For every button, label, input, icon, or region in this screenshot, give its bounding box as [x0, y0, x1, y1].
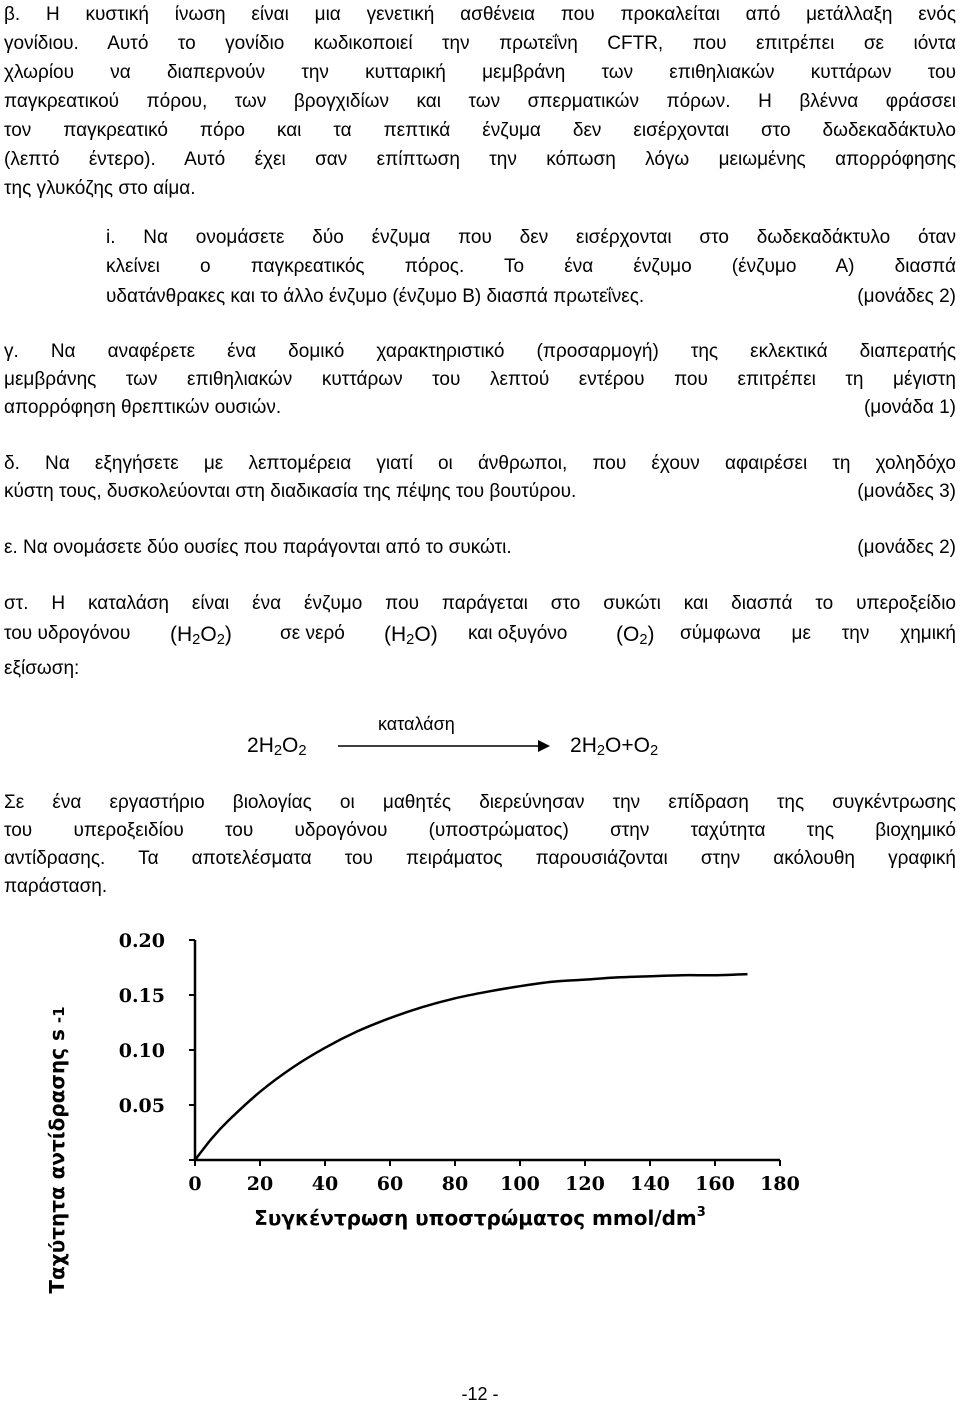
chart-x-tick-label: 140 — [630, 1173, 670, 1195]
chart-y-tick-label: 0.15 — [118, 985, 165, 1007]
question-d-text: κύστη τους, δυσκολεύονται στη διαδικασία της πέψης του βουτύρου. — [4, 481, 577, 502]
para-b-line-3: χλωρίου να διαπερνούν την κυτταρική μεμβράνη των επιθηλιακών κυττάρων του — [4, 62, 956, 83]
question-st-text-d: σύμφωνα με την χημική — [680, 623, 956, 644]
chart-axes — [195, 940, 780, 1160]
formula-h2o: $(H_2O)$ — [384, 623, 438, 648]
question-i-line-1: i. Να ονομάσετε δύο ένζυμα που δεν εισέρχονται στο δωδεκαδάκτυλο όταν — [106, 227, 956, 248]
chart-x-tick-label: 60 — [376, 1173, 404, 1195]
chart-x-tick-label: 80 — [441, 1173, 469, 1195]
reaction-arrow — [338, 738, 550, 754]
question-st-line-3: εξίσωση: — [4, 658, 80, 679]
chart-x-tick-label: 40 — [311, 1173, 339, 1195]
para-b-line-6: (λεπτό έντερο). Αυτό έχει σαν επίπτωση την κόπωση λόγω μειωμένης απορρόφησης — [4, 149, 956, 170]
question-st-line-1: στ. Η καταλάση είναι ένα ένζυμο που παράγεται στο συκώτι και διασπά το υπεροξείδιο — [4, 593, 956, 614]
question-e-text: ε. Να ονομάσετε δύο ουσίες που παράγονται από το συκώτι. — [4, 537, 512, 558]
question-g-text: απορρόφηση θρεπτικών ουσιών. — [4, 397, 282, 418]
chart-x-tick-label: 20 — [246, 1173, 274, 1195]
para-b-line-5: τον παγκρεατικό πόρο και τα πεπτικά ένζυμα δεν εισέρχονται στο δωδεκαδάκτυλο — [4, 120, 956, 141]
question-st-text-c: και οξυγόνο — [468, 623, 568, 644]
question-i-line-3 — [106, 284, 956, 310]
question-st-text-a: του υδρογόνου — [4, 623, 131, 644]
question-g-line-2: μεμβράνης των επιθηλιακών κυττάρων του λεπτού εντέρου που επιτρέπει τη μέγιστη — [4, 369, 956, 390]
question-i-text: υδατάνθρακες και το άλλο ένζυμο (ένζυμο Β) διασπά πρωτεΐνες. — [106, 286, 645, 307]
question-g-line-1: γ. Να αναφέρετε ένα δομικό χαρακτηριστικό (προσαρμογή) της εκλεκτικά διαπερατής — [4, 341, 956, 362]
question-d-line-2 — [4, 479, 956, 505]
question-e-line-1 — [4, 535, 956, 561]
question-st-text-b: σε νερό — [280, 623, 345, 644]
reaction-products: $2H_2O+O_2$ — [570, 734, 659, 759]
question-i-marks: (μονάδες 2) — [857, 286, 956, 307]
experiment-line-1: Σε ένα εργαστήριο βιολογίας οι μαθητές διερεύνησαν την επίδραση της συγκέντρωσης — [4, 792, 956, 813]
page-number: -12 - — [461, 1384, 499, 1404]
chart-y-ticks — [119, 930, 195, 1160]
question-d-line-1: δ. Να εξηγήσετε με λεπτομέρεια γιατί οι άνθρωποι, που έχουν αφαιρέσει τη χοληδόχο — [4, 453, 956, 474]
reaction-reactant: $2H_2O_2$ — [247, 734, 307, 759]
reaction-enzyme-label: καταλάση — [378, 714, 455, 734]
chart-x-tick-label: 0 — [188, 1173, 202, 1195]
chart-y-tick-label: 0.05 — [118, 1095, 165, 1117]
chart-series-line — [195, 974, 748, 1160]
chart-x-ticks — [188, 1160, 799, 1195]
question-st-line-2 — [4, 621, 956, 651]
para-b-line-2: γονίδιου. Αυτό το γονίδιο κωδικοποιεί την πρωτεΐνη CFTR, που επιτρέπει σε ιόντα — [4, 33, 956, 54]
chart-y-axis-label: Ταχύτητα αντίδρασης s-1 — [45, 1006, 69, 1294]
question-g-marks: (μονάδα 1) — [863, 397, 956, 418]
reaction-rate-chart — [0, 905, 960, 1325]
chart-x-tick-label: 180 — [760, 1173, 800, 1195]
question-d-marks: (μονάδες 3) — [857, 481, 956, 502]
question-i-line-2: κλείνει ο παγκρεατικός πόρος. Το ένα ένζυμο (ένζυμο Α) διασπά — [106, 256, 956, 277]
chart-x-axis-label: Συγκέντρωση υποστρώματος mmol/$dm^3$ — [254, 1205, 706, 1230]
experiment-line-2: του υπεροξειδίου του υδρογόνου (υποστρώματος) στην ταχύτητα της βιοχημικό — [4, 820, 956, 841]
formula-o2: $(O_2)$ — [616, 623, 655, 648]
chart-y-tick-label: 0.10 — [118, 1040, 165, 1062]
chart-y-tick-label: 0.20 — [118, 930, 165, 952]
experiment-line-3: αντίδρασης. Τα αποτελέσματα του πειράματος παρουσιάζονται στην ακόλουθη γραφική — [4, 848, 956, 869]
para-b-line-4: παγκρεατικού πόρου, των βρογχιδίων και των σπερματικών πόρων. Η βλέννα φράσσει — [4, 91, 956, 112]
experiment-line-4: παράσταση. — [4, 876, 108, 897]
formula-h2o2: $(H_2O_2)$ — [170, 623, 232, 648]
question-e-marks: (μονάδες 2) — [857, 537, 956, 558]
para-b-line-7: της γλυκόζης στο αίμα. — [4, 178, 196, 199]
para-b-line-1: β. Η κυστική ίνωση είναι μια γενετική ασθένεια που προκαλείται από μετάλλαξη ενός — [4, 4, 956, 25]
chart-x-tick-label: 160 — [695, 1173, 735, 1195]
chart-x-tick-label: 100 — [500, 1173, 540, 1195]
chart-x-tick-label: 120 — [565, 1173, 605, 1195]
question-g-line-3 — [4, 395, 956, 421]
